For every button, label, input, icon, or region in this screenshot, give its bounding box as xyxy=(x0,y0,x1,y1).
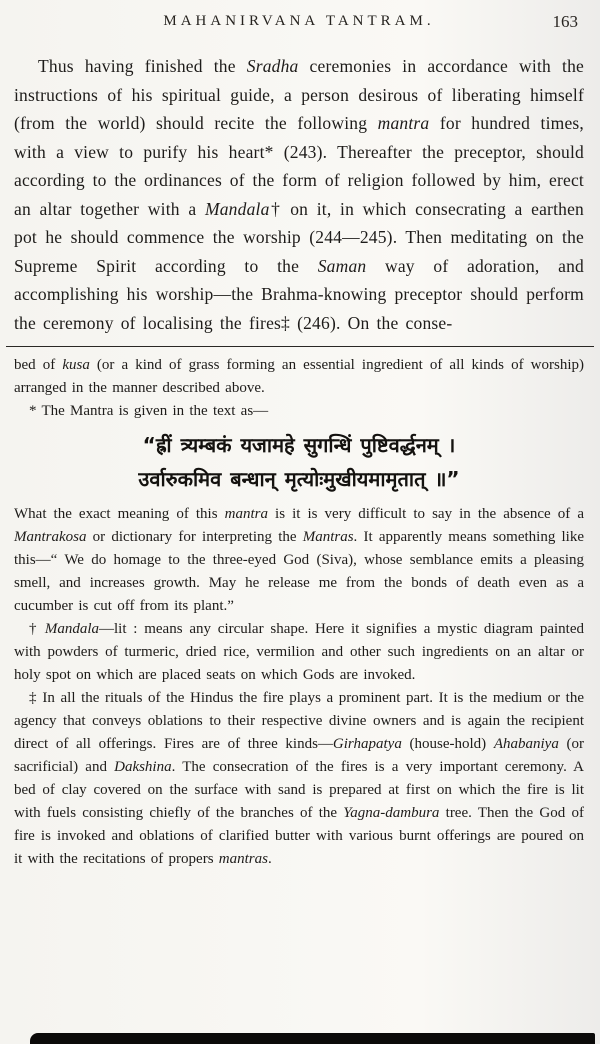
sanskrit-line-2: उर्वारुकमिव बन्धान् मृत्योःमुखीयमामृतात् ॥” xyxy=(138,467,460,491)
sanskrit-verse xyxy=(14,428,584,496)
mandala-note: † Mandala—lit : means any circular shape. Here it signifies a mystic diagram painted with powders of turmeric, dried rice, vermilion and other such ingredients on an altar or holy spot on which are placed seats on which Gods are invoked. xyxy=(14,621,585,683)
mantra-note-intro: * The Mantra is given in the text as— xyxy=(29,403,269,419)
footnotes-block xyxy=(14,354,584,871)
sanskrit-line-1: “ह्रीं त्र्यम्बकं यजामहे सुगन्धिं पुष्टिवर्द्धनम् । xyxy=(142,433,456,457)
main-text-block xyxy=(14,52,584,337)
mantra-meaning-note: What the exact meaning of this mantra is it is very difficult to say in the absence of a Mantrakosa or dictionary for interpreting the Mantras. It apparently means something like this—“ We do homage to the three-eyed God (Siva), whose semblance emits a pleasing smell, and increases growth. May he release me from the bonds of death even as a cucumber is cut off from its plant.” xyxy=(14,506,584,614)
footnote-separator xyxy=(6,346,594,347)
fire-ritual-note: ‡ In all the rituals of the Hindus the fire plays a prominent part. It is the medium or the agency that conveys oblations to their respective divine owners and is again the recipient direct of all offerings. Fires are of three kinds—Girhapatya (house-hold) Ahabaniya (or sacrificial) and Dakshina. The consecration of the fires is a very important ceremony. A bed of clay covered on the surface with sand is prepared at first on which the fire is lit with fuels consisting chiefly of the branches of the Yagna-dambura tree. Then the God of fire is invoked and oblations of clarified butter with various burnt offerings are poured on it with the recitations of propers mantras. xyxy=(14,690,584,867)
page-header xyxy=(14,12,584,38)
scan-artifact-bar xyxy=(30,1033,595,1044)
running-title: MAHANIRVANA TANTRAM. xyxy=(163,13,435,29)
main-paragraph: Thus having finished the Sradha ceremonies in accordance with the instructions of his spiritual guide, a person desirous of liberating himself (from the world) should recite the following mantra for hundred times, with a view to purify his heart* (243). Thereafter the preceptor, should according to the ordinances of the form of religion followed by him, erect an altar together with a Mandala† on it, in which consecrating a earthen pot he should commence the worship (244—245). Then meditating on the Supreme Spirit according to the Saman way of adoration, and accomplishing his worship—the Brahma-knowing preceptor should perform the ceremony of localising the fires‡ (246). On the conse- xyxy=(14,56,584,333)
footnote-continuation: bed of kusa (or a kind of grass forming an essential ingredient of all kinds of worship) arranged in the manner described above. xyxy=(14,357,585,396)
page-number: 163 xyxy=(552,12,578,31)
